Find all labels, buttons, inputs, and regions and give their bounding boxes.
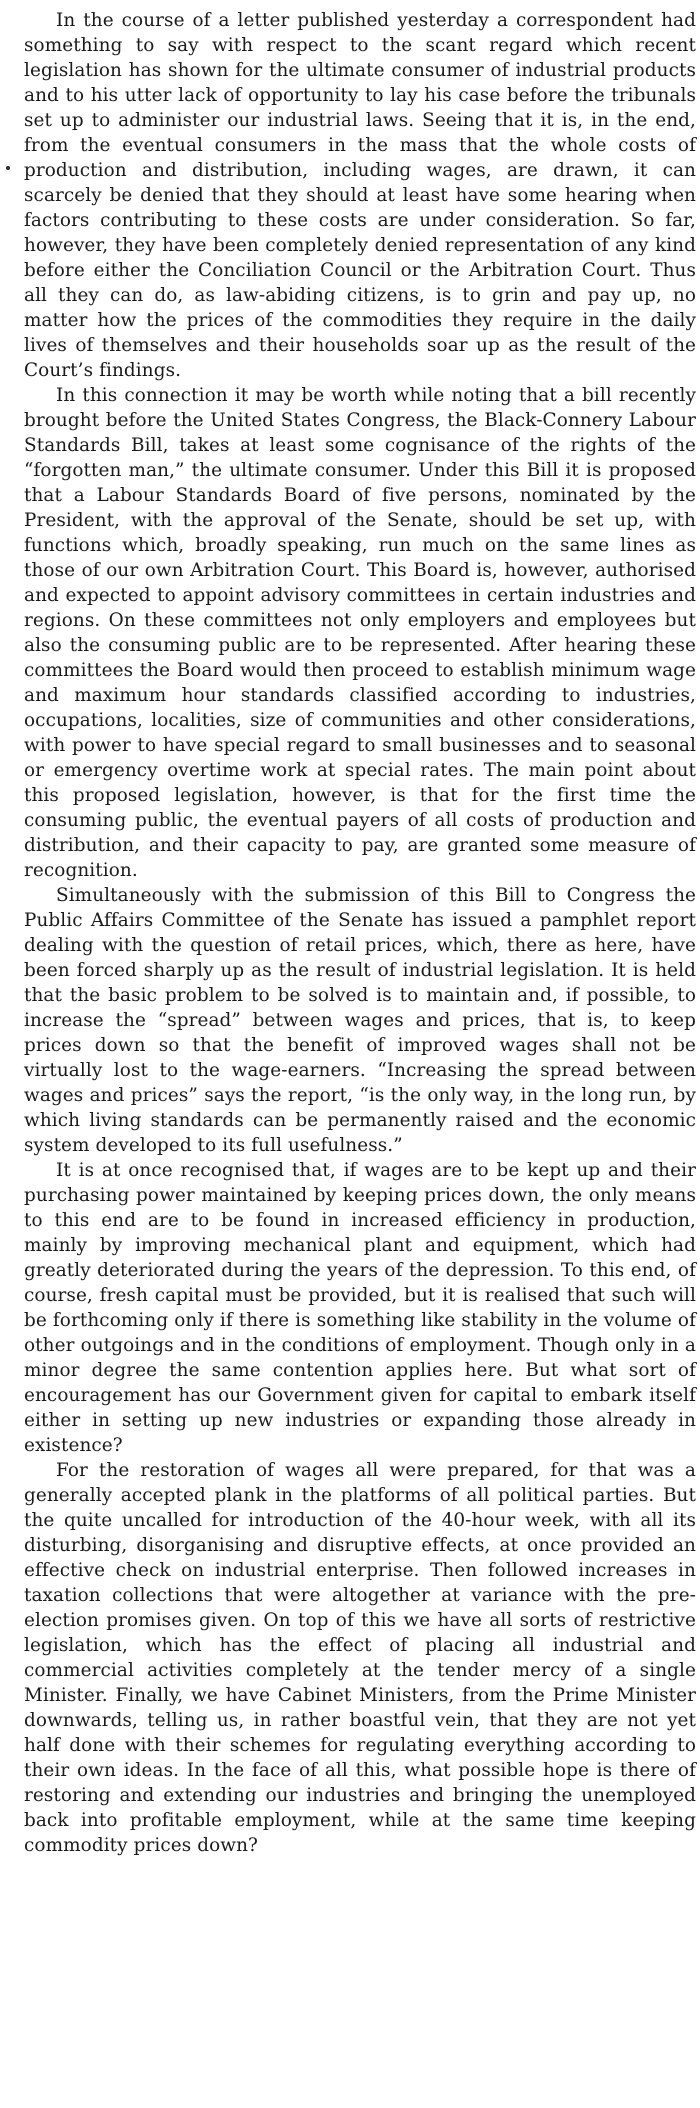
paragraph-5: For the restoration of wages all were prepared, for that was a generally accepted plank in the platforms of all political parties. But the quite uncalled for introduction of the 40-hour week, with all its disturbing, disorganising and disruptive effects, at once provided an effective check on industrial enterprise. Then followed increases in taxation collections that were altogether at variance with the pre-election promises given. On top of this we have all sorts of restrictive legislation, which has the effect of placing all industrial and commercial activities completely at the tender mercy of a single Minister. Finally, we have Cabinet Ministers, from the Prime Minister downwards, telling us, in rather boastful vein, that they are not yet half done with their schemes for regulating everything according to their own ideas. In the face of all this, what possible hope is there of restoring and extending our industries and bringing the unemployed back into profitable employment, while at the same time keeping commodity prices down? xyxy=(24,1460,696,1856)
article-column xyxy=(24,8,696,1858)
paragraph-1: In the course of a letter published yesterday a correspondent had something to say with respect to the scant regard which recent legislation has shown for the ultimate consumer of industrial products and to his utter lack of opportunity to lay his case before the tribunals set up to administer our industrial laws. Seeing that it is, in the end, from the eventual consumers in the mass that the whole costs of production and distribution, including wages, are drawn, it can scarcely be denied that they should at least have some hearing when factors contributing to these costs are under consideration. So far, however, they have been completely denied representation of any kind before either the Conciliation Council or the Arbitration Court. Thus all they can do, as law-abiding citizens, is to grin and pay up, no matter how the prices of the commodities they require in the daily lives of themselves and their households soar up as the result of the Court’s findings. xyxy=(24,10,696,381)
margin-dot xyxy=(6,166,10,170)
paragraph-2: In this connection it may be worth while noting that a bill recently brought before the United States Congress, the Black-Connery Labour Standards Bill, takes at least some cognisance of the rights of the “forgotten man,” the ultimate consumer. Under this Bill it is proposed that a Labour Standards Board of five persons, nominated by the President, with the approval of the Senate, should be set up, with functions which, broadly speaking, run much on the same lines as those of our own Arbitration Court. This Board is, however, authorised and expected to appoint advisory committees in certain industries and regions. On these committees not only employers and employees but also the consuming public are to be represented. After hearing these committees the Board would then proceed to establish minimum wage and maximum hour standards classified according to industries, occupations, localities, size of communities and other considerations, with power to have special regard to small businesses and to seasonal or emergency overtime work at special rates. The main point about this proposed legislation, however, is that for the first time the consuming public, the eventual payers of all costs of production and distribution, and their capacity to pay, are granted some measure of recognition. xyxy=(24,385,696,881)
paragraph-3: Simultaneously with the submission of this Bill to Congress the Public Affairs Committee of the Senate has issued a pamphlet report dealing with the question of retail prices, which, there as here, have been forced sharply up as the result of industrial legislation. It is held that the basic problem to be solved is to maintain and, if possible, to increase the “spread” between wages and prices, that is, to keep prices down so that the benefit of improved wages shall not be virtually lost to the wage-earners. “Increasing the spread between wages and prices” says the report, “is the only way, in the long run, by which living standards can be permanently raised and the economic system developed to its full usefulness.” xyxy=(24,885,696,1156)
paragraph-4: It is at once recognised that, if wages are to be kept up and their purchasing power maintained by keeping prices down, the only means to this end are to be found in increased efficiency in production, mainly by improving mechanical plant and equipment, which had greatly deteriorated during the years of the depression. To this end, of course, fresh capital must be provided, but it is realised that such will be forthcoming only if there is something like stability in the volume of other outgoings and in the conditions of employment. Though only in a minor degree the same contention applies here. But what sort of encouragement has our Government given for capital to embark itself either in setting up new industries or expanding those already in existence? xyxy=(24,1160,696,1456)
